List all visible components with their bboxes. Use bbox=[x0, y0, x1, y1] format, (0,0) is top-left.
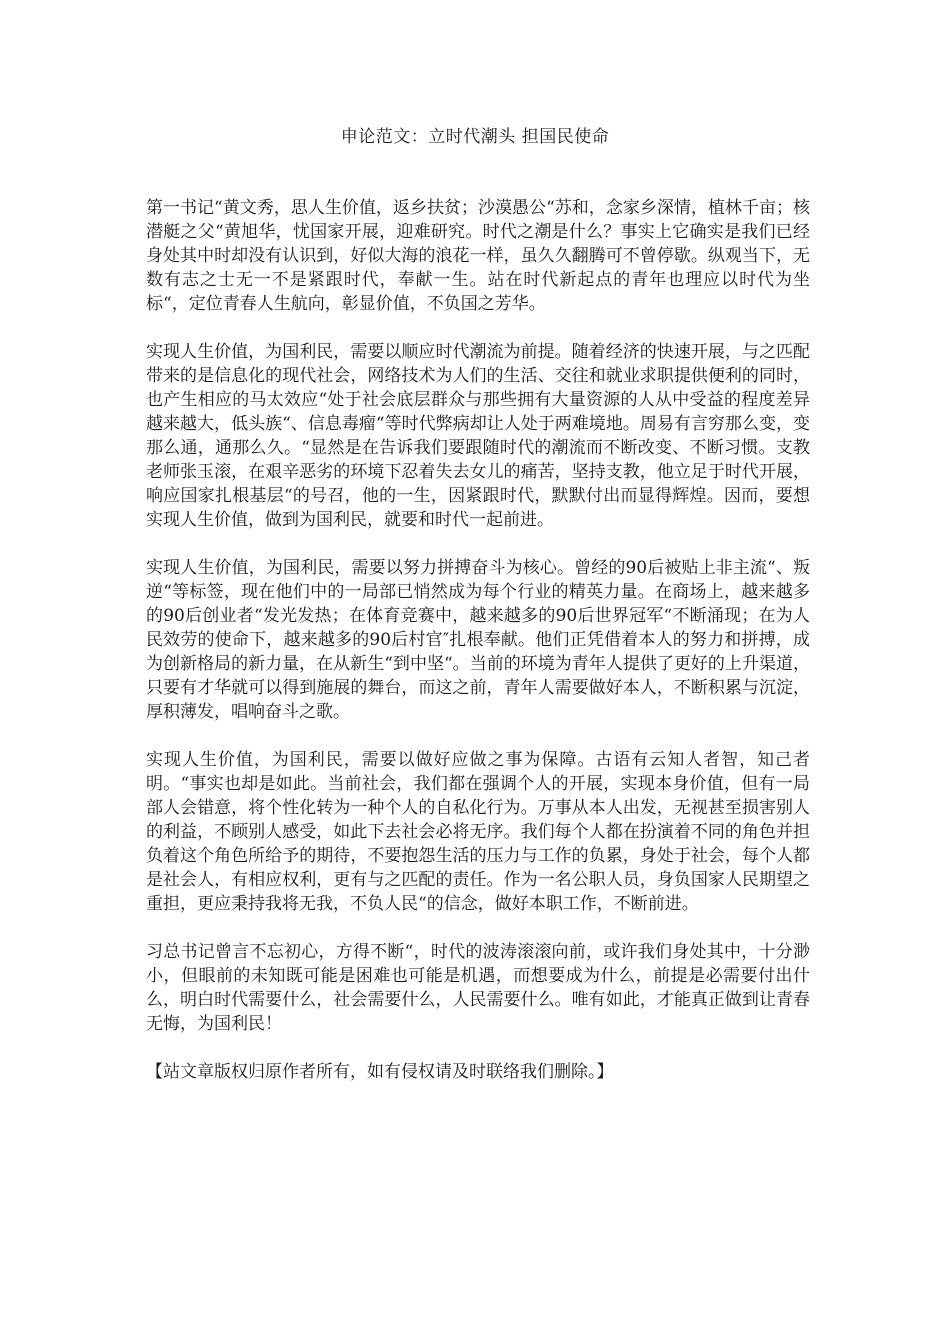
document-body bbox=[146, 196, 810, 1108]
paragraph-conclusion: 习总书记曾言不忘初心，方得不断“，时代的波涛滚滚向前，或许我们身处其中，十分渺小，但眼前的未知既可能是困难也可能是机遇，而想要成为什么，前提是必需要付出什么，明白时代需要什么，社会需要什么，人民需要什么。唯有如此，才能真正做到让青春无悔，为国利民！ bbox=[146, 942, 810, 1034]
paragraph-intro: 第一书记“黄文秀，思人生价值，返乡扶贫；沙漠愚公“苏和，念家乡深情，植林千亩；核潜艇之父“黄旭华，忧国家开展，迎难研究。时代之潮是什么？事实上它确实是我们已经身处其中时却没有认识到，好似大海的浪花一样，虽久久翻腾可不曾停歇。纵观当下，无数有志之士无一不是紧跟时代，奉献一生。站在时代新起点的青年也理应以时代为坐标“，定位青春人生航向，彰显价值，不负国之芳华。 bbox=[146, 198, 810, 314]
document-title: 申论范文：立时代潮头 担国民使命 bbox=[340, 127, 610, 147]
copyright-notice: 【站文章版权归原作者所有，如有侵权请及时联络我们删除。】 bbox=[146, 1062, 614, 1082]
paragraph-duty: 实现人生价值，为国利民，需要以做好应做之事为保障。古语有云知人者智，知己者明。“事实也却是如此。当前社会，我们都在强调个人的开展，实现本身价值，但有一局部人会错意，将个性化转为一种个人的自私化行为。万事从本人出发，无视甚至损害别人的利益，不顾别人感受，如此下去社会必将无序。我们每个人都在扮演着不同的角色并担负着这个角色所给予的期待，不要抱怨生活的压力与工作的负累，身处于社会，每个人都是社会人，有相应权利，更有与之匹配的责任。作为一名公职人员，身负国家人民期望之重担，更应秉持我将无我，不负人民“的信念，做好本职工作，不断前进。 bbox=[146, 750, 810, 914]
paragraph-follow-trend: 实现人生价值，为国利民，需要以顺应时代潮流为前提。随着经济的快速开展，与之匹配带来的是信息化的现代社会，网络技术为人们的生活、交往和就业求职提供便利的同时，也产生相应的马太效应“处于社会底层群众与那些拥有大量资源的人从中受益的程度差异越来越大，低头族“、信息毒瘤“等时代弊病却让人处于两难境地。周易有言穷那么变，变那么通，通那么久。“显然是在告诉我们要跟随时代的潮流而不断改变、不断习惯。支教老师张玉滚，在艰辛恶劣的环境下忍着失去女儿的痛苦，坚持支教，他立足于时代开展，响应国家扎根基层“的号召，他的一生，因紧跟时代，默默付出而显得辉煌。因而，要想实现人生价值，做到为国利民，就要和时代一起前进。 bbox=[146, 342, 810, 530]
paragraph-strive: 实现人生价值，为国利民，需要以努力拼搏奋斗为核心。曾经的90后被贴上非主流“、叛逆“等标签，现在他们中的一局部已悄然成为每个行业的精英力量。在商场上，越来越多的90后创业者“发光发热；在体育竞赛中，越来越多的90后世界冠军“不断涌现；在为人民效劳的使命下，越来越多的90后村官″扎根奉献。他们正凭借着本人的努力和拼搏，成为创新格局的新力量，在从新生“到中坚“。当前的环境为青年人提供了更好的上升渠道，只要有才华就可以得到施展的舞台，而这之前，青年人需要做好本人，不断积累与沉淀，厚积薄发，唱响奋斗之歌。 bbox=[146, 558, 810, 722]
